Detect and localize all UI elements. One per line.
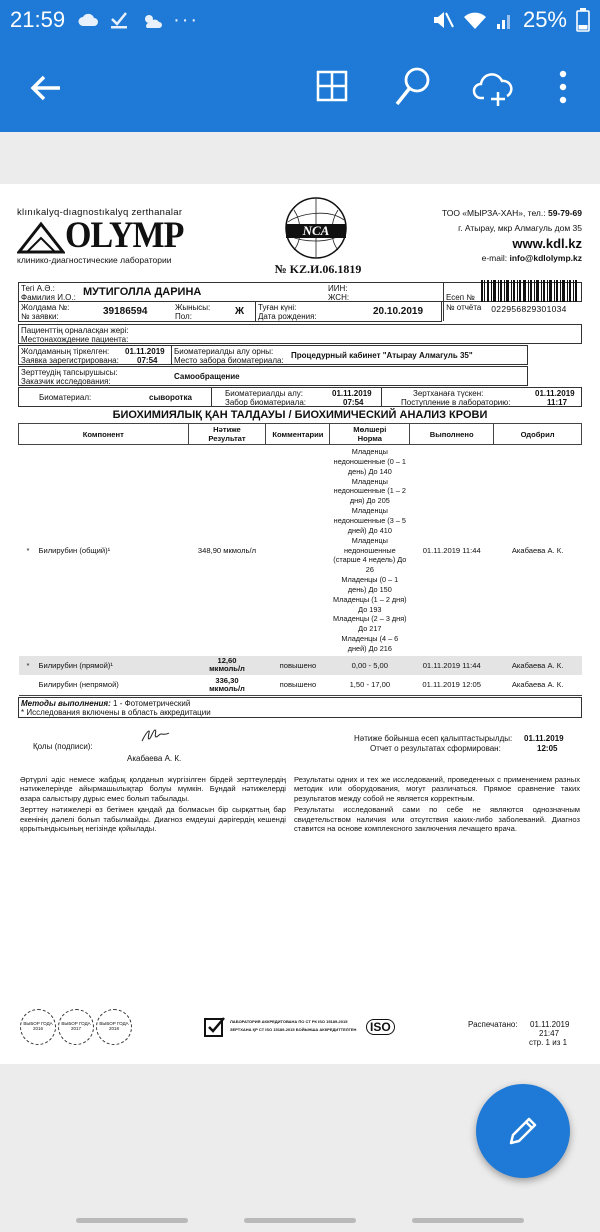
signal-icon bbox=[496, 10, 514, 30]
registration-row: Жолдаманың тіркелген: Заявка зарегистрирована: 01.11.2019 07:54 Биоматериалды алу орны: Место забора биоматериала: Процедурный кабинет "Атырау Алмагуль 35" bbox=[18, 345, 528, 365]
wifi-icon bbox=[463, 10, 487, 30]
award-badge-icon: ВЫБОР ГОДА 2018 bbox=[96, 1009, 132, 1045]
col-component: Компонент bbox=[19, 424, 189, 445]
lab-contacts: ТОО «МЫРЗА-ХАН», тел.: 59-79-69 г. Атырау, мкр Алмагуль дом 35 www.kdl.kz e-mail: info@kdlolymp.kz bbox=[441, 208, 582, 263]
check-icon bbox=[109, 11, 129, 29]
mute-icon bbox=[432, 10, 454, 30]
table-row: Билирубин (непрямой) 336,30 мкмоль/л повышено 1,50 - 17,00 01.11.2019 12:05 Акабаева А. К. bbox=[19, 675, 582, 696]
award-badge-icon: ВЫБОР ГОДА 2016 bbox=[20, 1009, 56, 1045]
patient-dob: 20.10.2019 bbox=[373, 306, 424, 317]
status-bar bbox=[0, 0, 600, 40]
pencil-icon bbox=[505, 1113, 541, 1149]
page-number: стр. 1 из 1 bbox=[529, 1038, 568, 1047]
weather-icon bbox=[139, 11, 163, 29]
results-table bbox=[18, 423, 582, 696]
disclaimer-kz: Әртүрлі әдіс немесе жабдық қолданып жүргізілген бірдей зерттеулердің нәтижелерінде айырмашылықтар болуы мүмкін. Бұндай нәтижелерді өзара салыстыру дұрыс емес болып табылады. Зерттеу нәтижелері өз бетімен қандай да болмасын бір сырқаттың бар екенінің дәлелі болып табылмайды. Диагноз емдеуші дәрігердің кешенді қорытындысының негізінде қойылады. bbox=[20, 775, 286, 834]
col-done: Выполнено bbox=[410, 424, 494, 445]
biomaterial-value: сыворотка bbox=[149, 393, 192, 402]
request-number: 39186594 bbox=[103, 306, 148, 317]
location-row: Пациенттің орналасқан жері: Местонахождение пациента: bbox=[18, 324, 582, 344]
search-icon[interactable] bbox=[394, 66, 432, 108]
col-result: Нәтиже Результат bbox=[188, 424, 266, 445]
checkbox-mark-icon bbox=[204, 1016, 226, 1038]
grid-view-icon[interactable] bbox=[316, 70, 348, 102]
nav-handle-center[interactable] bbox=[244, 1218, 356, 1223]
certification-seal-icon bbox=[276, 196, 356, 260]
battery-text: 25% bbox=[522, 7, 567, 32]
request-row: Жолдама №: № заявки: 39186594 Жынысы: Пол: Ж Туған күні: Дата рождения: 20.10.2019 bbox=[18, 302, 442, 322]
cloud-icon bbox=[77, 12, 99, 28]
more-icon[interactable] bbox=[553, 70, 573, 104]
patient-sex: Ж bbox=[235, 306, 245, 317]
disclaimer-ru: Результаты одних и тех же исследований, проведенных с применением разных методик или оборудования, могут различаться. Прямое сравнение таких результатов между собой не является корректным. Результаты исследований сами по себе не являются однозначным свидетельством наличия или отсутствия каких-либо заболеваний. Диагноз ставится на основе комплексного заключения лечащего врача. bbox=[294, 775, 580, 834]
lab-logo: klınıkalyq-dıagnostıkalyq zerthanalar OLYMP клинико-диагностические лаборатории bbox=[17, 207, 184, 266]
document-page: klınıkalyq-dıagnostıkalyq zerthanalar OLYMP клинико-диагностические лаборатории NCA № KZ.И.06.1819 ТОО «МЫРЗА-ХАН», тел.: 59-79-69 г. Атырау, мкр Алмагуль дом 35 www.kdl.kz e-mail: info@kdlolymp.kz Тегі А.Ә.: Фамилия И.О.: МУТИГОЛЛА ДАРИНА ИИН: ЖСН: Есеп № № отчёта 022956829301034 Жолдама №: № заявки: 39186594 Жынысы: Пол: Ж Туған күні: Дата рождения: 20.10.2019 Пациенттің орналасқан жері: Местонахождение пациента: Жолдаманың тіркелген: Заявка зарегистрирована: 01.11.2019 07:54 Биоматериалды алу орны: Место забора биоматериала: Процедурный кабинет "Атырау Алмагуль 35" Зерттеудің тапсырушысы: Заказчик исследования: Самообращение Биоматериал: сыворотка Биоматериалды алу: Забор биоматериала: 01.11.2019 07:54 Зертханаға түскен: Поступление в лабораторию: 01.11.2019 11:17 БИОХИМИЯЛЫҚ ҚАН ТАЛДАУЫ / БИОХИМИЧЕСКИЙ АНАЛИЗ КРОВИ Компонент Нәтиже Результат Комментарии Мөлшері Норма Выполнено Одобрил * Билирубин (общий)¹ 348,90 мкмоль/л Младенцы недоношенные (0 – 1 день) До 140 Младенцы недоношенные (1 – 2 дня) До 205 Младенцы недоношенные (3 – 5 дней) До 410 Младенцы недоношенные (старше 4 недель) До 26 Младенцы (0 – 1 день) До 150 Младенцы (1 – 2 дня) До 193 Младенцы (2 – 3 дня) До 217 Младенцы (4 – 6 дней) До 216 01.11.2019 11:44 Акабаева А. К. * Билирубин (прямой)¹ 12,60 мкмоль/л повышено 0,00 - 5,00 01.11.2019 11:44 Акабаева А. К. Билирубин (непрямой) 336,30 мкмоль/л повышено 1,50 - 17,00 01.11.2019 12:05 Акабаева А. К. Методы выполнения: 1 - Фотометрический * Исследования включены в область аккредитации Қолы (подписи): Акабаева А. К. Нәтиже бойынша есеп қалыптастырылды: Отчет о результатах сформирован: 01.11.2019 12:05 Әртүрлі әдіс немесе жабдық қолданып жүргізілген бірдей зерттеулердің нәтижелерінде айырмашылықтар болуы мүмкін. Бұндай нәтижелерді өзара салыстыру дұрыс емес болып табылады. Зерттеу нәтижелері өз бетімен қандай да болмасын бір сырқаттың бар екенінің дәлелі болып табылмайды. Диагноз емдеуші дәрігердің кешенді қорытындысының негізінде қойылады. Результаты одних и тех же исследований, проведенных с применением разных методик или оборудования, могут различаться. Прямое сравнение таких результатов между собой не является корректным. Результаты исследований сами по себе не являются однозначным свидетельством наличия или отсутствия каких-либо заболеваний. Диагноз ставится на основе комплексного заключения лечащего врача. ВЫБОР ГОДА 2016 ВЫБОР ГОДА 2017 ВЫБОР ГОДА 2018 ЛАБОРАТОРИЯ АККРЕДИТОВАНА ПО СТ РК ISO 15189-2015 ЗЕРТХАНА ҚР СТ ISO 15189-2015 БОЙЫНША АККРЕДИТТЕЛГЕН ISO Распечатано: 01.11.2019 21:47 стр. 1 из 1 bbox=[0, 184, 600, 1064]
iso-logo: ISO bbox=[366, 1019, 395, 1035]
analysis-title: БИОХИМИЯЛЫҚ ҚАН ТАЛДАУЫ / БИОХИМИЧЕСКИЙ АНАЛИЗ КРОВИ bbox=[112, 409, 488, 421]
edit-fab-button[interactable] bbox=[476, 1084, 570, 1178]
nav-handle-left[interactable] bbox=[76, 1218, 188, 1223]
table-row: * Билирубин (прямой)¹ 12,60 мкмоль/л повышено 0,00 - 5,00 01.11.2019 11:44 Акабаева А. К. bbox=[19, 656, 582, 675]
app-bar bbox=[0, 40, 600, 132]
back-arrow-icon[interactable] bbox=[28, 70, 64, 106]
battery-icon bbox=[576, 8, 590, 32]
svg-text:NCA: NCA bbox=[302, 223, 330, 238]
nav-handle-right[interactable] bbox=[412, 1218, 524, 1223]
signature-icon bbox=[140, 727, 174, 745]
accreditation-mark: ЛАБОРАТОРИЯ АККРЕДИТОВАНА ПО СТ РК ISO 15189-2015 ЗЕРТХАНА ҚР СТ ISO 15189-2015 БОЙЫНША АККРЕДИТТЕЛГЕН ISO bbox=[204, 1016, 394, 1038]
cert-number: № KZ.И.06.1819 bbox=[274, 262, 362, 276]
customer-value: Самообращение bbox=[174, 372, 240, 381]
more-notifications-icon: ··· bbox=[173, 8, 200, 31]
award-badge-icon: ВЫБОР ГОДА 2017 bbox=[58, 1009, 94, 1045]
patient-name: МУТИГОЛЛА ДАРИНА bbox=[83, 286, 202, 298]
collection-place: Процедурный кабинет "Атырау Алмагуль 35" bbox=[291, 351, 473, 360]
logo-emblem-icon bbox=[17, 220, 65, 254]
biomaterial-row: Биоматериал: сыворотка Биоматериалды алу: Забор биоматериала: 01.11.2019 07:54 Зертханаға түскен: Поступление в лабораторию: 01.11.2019 11:17 bbox=[18, 387, 582, 407]
lab-website: www.kdl.kz bbox=[512, 236, 582, 251]
cloud-upload-icon[interactable] bbox=[472, 68, 516, 108]
methods-box: Методы выполнения: 1 - Фотометрический * Исследования включены в область аккредитации bbox=[18, 697, 582, 718]
col-comments: Комментарии bbox=[266, 424, 330, 445]
report-number: 022956829301034 bbox=[491, 304, 567, 314]
barcode-icon bbox=[481, 280, 577, 302]
patient-name-row: Тегі А.Ә.: Фамилия И.О.: МУТИГОЛЛА ДАРИНА ИИН: ЖСН: Есеп № № отчёта bbox=[18, 282, 582, 302]
award-badges bbox=[20, 1009, 130, 1049]
col-norm: Мөлшері Норма bbox=[330, 424, 410, 445]
col-approved: Одобрил bbox=[494, 424, 582, 445]
navigation-bar bbox=[0, 1196, 600, 1232]
table-row: * Билирубин (общий)¹ 348,90 мкмоль/л Младенцы недоношенные (0 – 1 день) До 140 Младенцы недоношенные (1 – 2 дня) До 205 Младенцы недоношенные (3 – 5 дней) До 410 Младенцы недоношенные (старше 4 недель) До 26 Младенцы (0 – 1 день) До 150 Младенцы (1 – 2 дня) До 193 Младенцы (2 – 3 дня) До 217 Младенцы (4 – 6 дней) До 216 01.11.2019 11:44 Акабаева А. К. bbox=[26, 447, 564, 653]
status-time: 21:59 bbox=[10, 7, 66, 32]
customer-row: Зерттеудің тапсырушысы: Заказчик исследования: Самообращение bbox=[18, 366, 528, 386]
